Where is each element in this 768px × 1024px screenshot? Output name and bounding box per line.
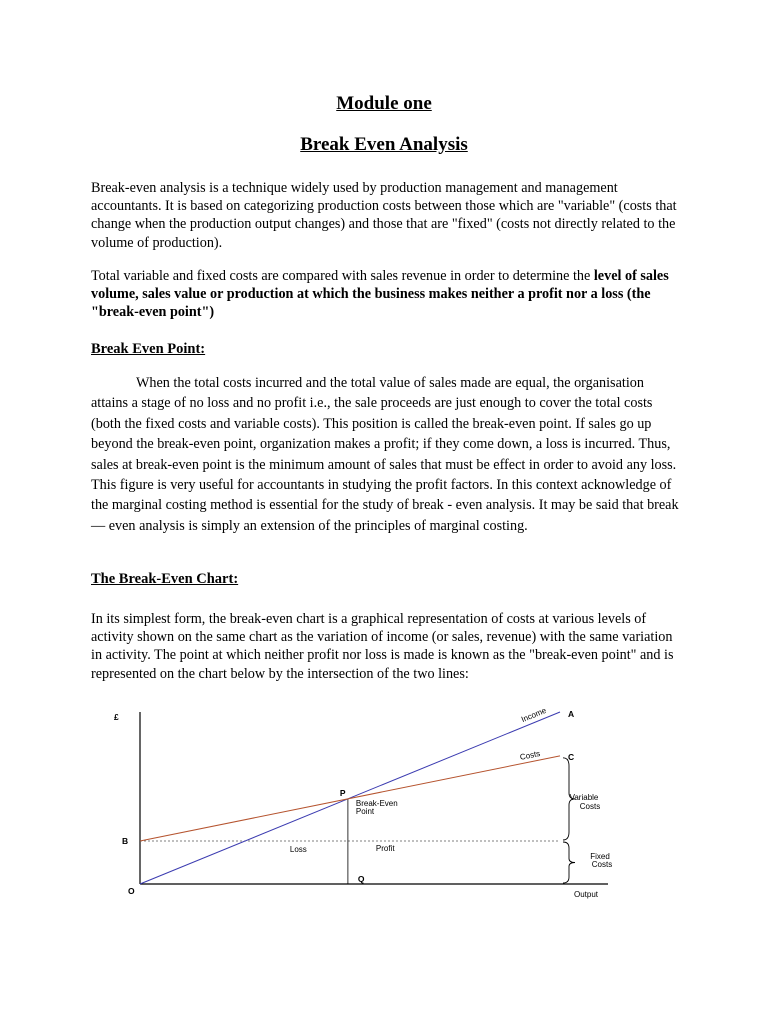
income-series-label: Income <box>520 706 548 725</box>
intro-paragraph: Break-even analysis is a technique widely used by production management and management accountants. It is based on categorizing production costs between those which are "variable" (costs that change when the production output changes) and those that are "fixed" (costs not directly related to the volume of production). <box>91 180 677 251</box>
x-axis-label: Output <box>574 890 599 899</box>
comparison-paragraph <box>91 267 681 322</box>
chart-intro-paragraph: In its simplest form, the break-even chart is a graphical representation of costs at various levels of activity shown on the same chart as the variation of income (or sales, revenue) with the same variation in activity. The point at which neither profit nor loss is made is known as the "break-even point" and is represented on the chart below by the intersection of the two lines: <box>91 611 674 682</box>
break-even-text-1: Break-Even <box>355 798 398 808</box>
break-even-point-paragraph: When the total costs incurred and the total value of sales made are equal, the organisation attains a stage of no loss and no profit i.e., the sale proceeds are just enough to cover the total costs (both the fixed costs and variable costs). This position is called the break-even point. If sales go up beyond the break-even point, organization makes a profit; if they come down, a loss is incurred. Thus, sales at break-even point is the minimum amount of sales that must be effect in order to avoid any loss. This figure is very useful for accountants in studying the profit factors. In this context acknowledge of the marginal costing method is essential for the study of break - even analysis. It may be said that break — even analysis is simply an extension of the principles of marginal costing. <box>91 375 679 534</box>
costs-line <box>140 756 560 841</box>
comparison-text: Total variable and fixed costs are compared with sales revenue in order to determine the <box>91 268 594 284</box>
comparison-bold-text: level of sales volume, sales value or production at which the business makes neither a profit nor a loss (the "break-even point") <box>91 268 669 321</box>
heading-break-even-chart: The Break-Even Chart: <box>91 571 239 587</box>
variable-costs-label-2: Costs <box>579 802 601 811</box>
break-even-chart <box>108 706 648 906</box>
origin-label: O <box>128 886 135 896</box>
costs-series-label: Costs <box>519 748 542 762</box>
module-title: Module one <box>336 93 432 114</box>
break-even-text-2: Point <box>355 806 375 816</box>
fixed-costs-label-2: Costs <box>591 860 613 869</box>
fixed-costs-label-1: Fixed <box>590 852 610 861</box>
income-end-label: A <box>568 709 575 719</box>
fixed-costs-brace <box>563 842 575 883</box>
page-title: Break Even Analysis <box>300 134 468 155</box>
heading-break-even-point: Break Even Point: <box>91 341 206 357</box>
fixed-point-label: B <box>122 836 129 846</box>
break-even-point-label: P <box>339 787 346 798</box>
y-axis-label: £ <box>114 712 119 722</box>
costs-end-label: C <box>568 751 575 762</box>
quantity-label: Q <box>357 874 365 884</box>
loss-label: Loss <box>289 845 307 854</box>
profit-label: Profit <box>375 844 395 853</box>
variable-costs-label-1: Variable <box>569 793 599 802</box>
